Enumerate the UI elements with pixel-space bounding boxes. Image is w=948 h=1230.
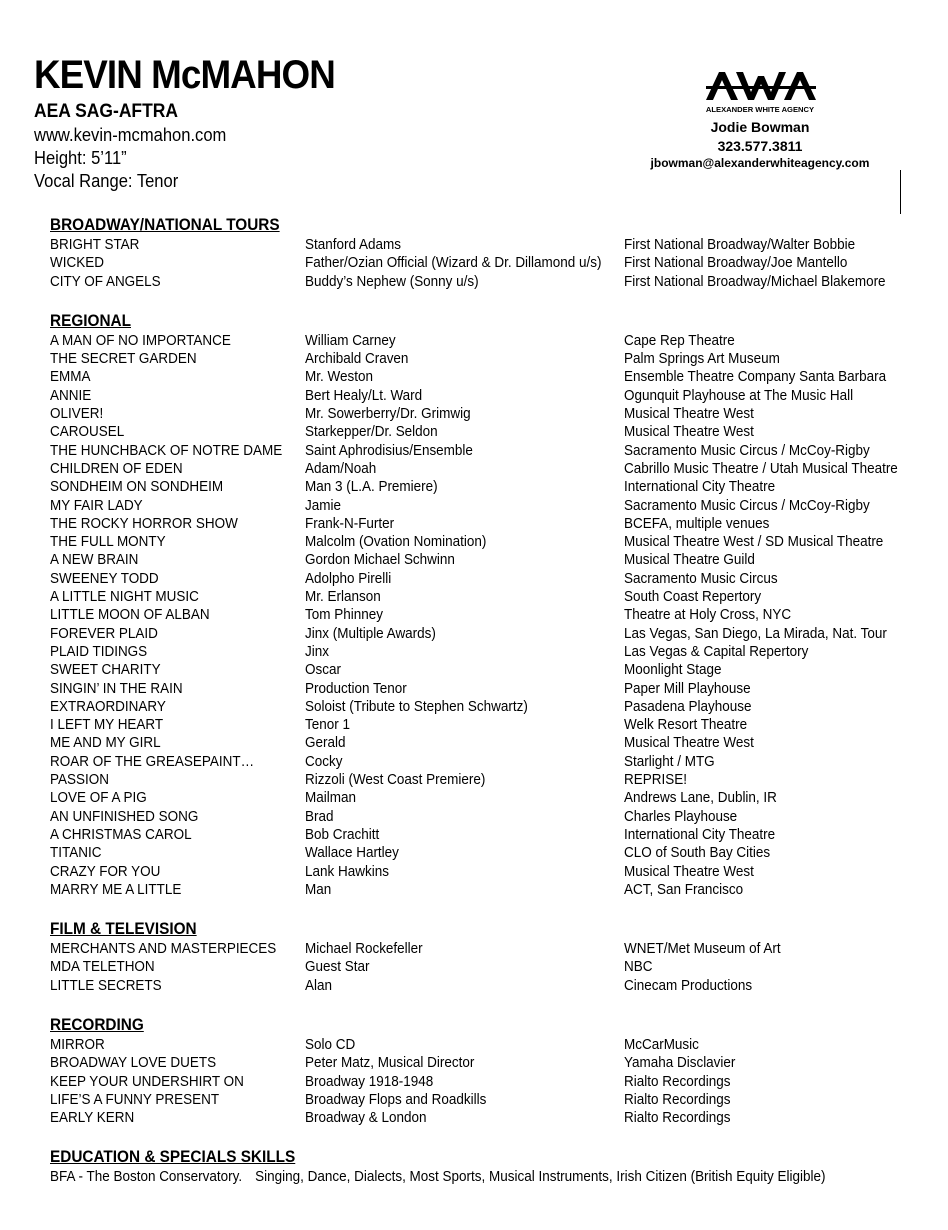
section-education xyxy=(50,1146,930,1186)
credit-row xyxy=(50,844,930,862)
credit-venue: Starlight / MTG xyxy=(624,753,715,770)
vocal-range-info: Vocal Range: Tenor xyxy=(34,171,179,191)
credit-venue: Musical Theatre West xyxy=(624,424,754,441)
credit-row xyxy=(50,515,930,533)
credit-row xyxy=(50,863,930,881)
credit-venue: NBC xyxy=(624,959,653,976)
section-recording xyxy=(50,1014,930,1127)
section-title: RECORDING xyxy=(50,1015,144,1034)
credit-row xyxy=(50,442,930,460)
credit-title: THE SECRET GARDEN xyxy=(50,351,197,368)
credit-title: LITTLE MOON OF ALBAN xyxy=(50,607,210,624)
credit-title: KEEP YOUR UNDERSHIRT ON xyxy=(50,1073,244,1090)
credit-title: A NEW BRAIN xyxy=(50,552,139,569)
credit-title: LITTLE SECRETS xyxy=(50,977,162,994)
credit-venue: Andrews Lane, Dublin, IR xyxy=(624,790,777,807)
credit-title: THE ROCKY HORROR SHOW xyxy=(50,515,238,532)
credit-venue: Cabrillo Music Theatre / Utah Musical Theatre xyxy=(624,460,898,477)
credit-row xyxy=(50,478,930,496)
credit-row xyxy=(50,753,930,771)
credit-role: William Carney xyxy=(305,332,396,349)
agent-name: Jodie Bowman xyxy=(710,119,810,135)
credit-row xyxy=(50,734,930,752)
section-title: FILM & TELEVISION xyxy=(50,920,197,939)
credit-title: LIFE’S A FUNNY PRESENT xyxy=(50,1091,220,1108)
credit-title: ANNIE xyxy=(50,387,92,404)
credit-role: Mr. Sowerberry/Dr. Grimwig xyxy=(305,406,471,423)
credit-venue: First National Broadway/Walter Bobbie xyxy=(624,237,856,253)
credit-venue: Rialto Recordings xyxy=(624,1091,731,1108)
credit-row xyxy=(50,698,930,716)
credit-role: Bob Crachitt xyxy=(305,826,380,843)
credit-role: Lank Hawkins xyxy=(305,863,389,880)
credit-venue: Sacramento Music Circus / McCoy-Rigby xyxy=(624,497,870,514)
credit-role: Father/Ozian Official (Wizard & Dr. Dillamond u/s) xyxy=(305,255,602,272)
credit-title: A MAN OF NO IMPORTANCE xyxy=(50,332,231,349)
credit-role: Man 3 (L.A. Premiere) xyxy=(305,479,438,496)
credit-row xyxy=(50,789,930,807)
credit-title: BRIGHT STAR xyxy=(50,237,140,253)
agent-email[interactable]: jbowman@alexanderwhiteagency.com xyxy=(650,156,870,170)
credit-title: MY FAIR LADY xyxy=(50,497,143,514)
credit-venue: Ogunquit Playhouse at The Music Hall xyxy=(624,387,854,404)
credit-title: LOVE OF A PIG xyxy=(50,790,147,807)
credit-role: Mr. Erlanson xyxy=(305,589,381,606)
credit-row xyxy=(50,236,930,254)
credit-row xyxy=(50,1054,930,1072)
credit-row xyxy=(50,826,930,844)
section-regional xyxy=(50,310,930,899)
credit-row xyxy=(50,1109,930,1127)
credit-row xyxy=(50,940,930,958)
credit-role: Jinx (Multiple Awards) xyxy=(305,625,436,642)
credit-role: Gordon Michael Schwinn xyxy=(305,552,455,569)
credit-role: Bert Healy/Lt. Ward xyxy=(305,387,423,404)
credit-role: Tom Phinney xyxy=(305,607,383,624)
credit-role: Adolpho Pirelli xyxy=(305,570,392,587)
credit-row xyxy=(50,332,930,350)
credit-row xyxy=(50,387,930,405)
height-info: Height: 5’11” xyxy=(34,148,127,168)
agent-phone: 323.577.3811 xyxy=(717,138,803,154)
credit-title: PASSION xyxy=(50,772,109,789)
credit-role: Solo CD xyxy=(305,1036,356,1053)
credit-title: SINGIN’ IN THE RAIN xyxy=(50,680,183,697)
education-line xyxy=(50,1168,868,1186)
credit-role: Guest Star xyxy=(305,959,370,976)
credit-venue: WNET/Met Museum of Art xyxy=(624,941,781,958)
credit-role: Alan xyxy=(305,977,332,994)
credit-row xyxy=(50,977,930,995)
credit-title: THE HUNCHBACK OF NOTRE DAME xyxy=(50,442,283,459)
credit-role: Adam/Noah xyxy=(305,460,377,477)
credit-row xyxy=(50,350,930,368)
credit-venue: Cape Rep Theatre xyxy=(624,332,735,349)
credit-venue: International City Theatre xyxy=(624,826,776,843)
section-film-television xyxy=(50,918,930,995)
credit-title: I LEFT MY HEART xyxy=(50,717,164,734)
credit-role: Broadway Flops and Roadkills xyxy=(305,1091,487,1108)
text-cursor xyxy=(900,170,901,214)
credit-title: WICKED xyxy=(50,255,104,272)
special-skills: Singing, Dance, Dialects, Most Sports, Musical Instruments, Irish Citizen (British Equity Eligible) xyxy=(255,1169,826,1186)
credit-role: Rizzoli (West Coast Premiere) xyxy=(305,772,486,789)
credit-row xyxy=(50,1036,930,1054)
credit-venue: International City Theatre xyxy=(624,479,776,496)
section-title: BROADWAY/NATIONAL TOURS xyxy=(50,216,280,234)
credit-title: THE FULL MONTY xyxy=(50,534,166,551)
credit-title: ME AND MY GIRL xyxy=(50,735,161,752)
credit-venue: First National Broadway/Michael Blakemore xyxy=(624,273,886,290)
credit-row xyxy=(50,588,930,606)
credit-title: PLAID TIDINGS xyxy=(50,643,148,660)
credit-venue: Welk Resort Theatre xyxy=(624,717,748,734)
credit-venue: Rialto Recordings xyxy=(624,1110,731,1127)
credit-title: EARLY KERN xyxy=(50,1110,135,1127)
credit-venue: Musical Theatre West xyxy=(624,406,754,423)
credit-title: CHILDREN OF EDEN xyxy=(50,460,183,477)
credit-role: Peter Matz, Musical Director xyxy=(305,1055,475,1072)
credit-row xyxy=(50,423,930,441)
credit-role: Jamie xyxy=(305,497,341,514)
credit-row xyxy=(50,881,930,899)
resume-header xyxy=(34,52,361,193)
credit-venue: Musical Theatre West xyxy=(624,735,754,752)
actor-name: KEVIN McMAHON xyxy=(34,53,335,97)
credit-venue: BCEFA, multiple venues xyxy=(624,515,770,532)
credit-row xyxy=(50,661,930,679)
credit-venue: REPRISE! xyxy=(624,772,687,789)
credit-row xyxy=(50,254,930,272)
credit-row xyxy=(50,643,930,661)
section-broadway xyxy=(50,214,930,291)
credit-venue: Musical Theatre Guild xyxy=(624,552,755,569)
credit-title: FOREVER PLAID xyxy=(50,625,158,642)
credit-venue: CLO of South Bay Cities xyxy=(624,845,771,862)
credit-role: Cocky xyxy=(305,753,343,770)
credit-title: SWEET CHARITY xyxy=(50,662,161,679)
credit-title: MIRROR xyxy=(50,1036,105,1053)
credit-row xyxy=(50,368,930,386)
credit-role: Production Tenor xyxy=(305,680,407,697)
credit-venue: Pasadena Playhouse xyxy=(624,698,752,715)
education-degree: BFA - The Boston Conservatory. xyxy=(50,1169,243,1186)
credit-row xyxy=(50,716,930,734)
credit-role: Brad xyxy=(305,808,334,825)
credit-title: SWEENEY TODD xyxy=(50,570,159,587)
credit-title: TITANIC xyxy=(50,845,102,862)
agency-logo xyxy=(692,66,828,116)
credit-role: Starkepper/Dr. Seldon xyxy=(305,424,438,441)
credit-row xyxy=(50,808,930,826)
credit-role: Tenor 1 xyxy=(305,717,350,734)
credit-row xyxy=(50,551,930,569)
credit-title: CITY OF ANGELS xyxy=(50,273,161,290)
credit-row xyxy=(50,1073,930,1091)
credit-venue: Moonlight Stage xyxy=(624,662,722,679)
agency-logo-subtitle: ALEXANDER WHITE AGENCY xyxy=(705,105,815,114)
credit-title: A LITTLE NIGHT MUSIC xyxy=(50,589,199,606)
credit-title: OLIVER! xyxy=(50,406,104,423)
credit-title: MERCHANTS AND MASTERPIECES xyxy=(50,941,277,958)
section-title: REGIONAL xyxy=(50,311,131,330)
credit-venue: Las Vegas, San Diego, La Mirada, Nat. Tour xyxy=(624,625,887,642)
credit-row xyxy=(50,1091,930,1109)
website-link[interactable]: www.kevin-mcmahon.com xyxy=(34,125,227,145)
agency-contact xyxy=(640,66,880,171)
credit-venue: Paper Mill Playhouse xyxy=(624,680,751,697)
credit-venue: Sacramento Music Circus / McCoy-Rigby xyxy=(624,442,870,459)
credit-venue: Rialto Recordings xyxy=(624,1073,731,1090)
credit-venue: ACT, San Francisco xyxy=(624,881,744,898)
credit-role: Buddy’s Nephew (Sonny u/s) xyxy=(305,273,479,290)
credit-venue: First National Broadway/Joe Mantello xyxy=(624,255,848,272)
credit-role: Archibald Craven xyxy=(305,351,409,368)
credit-venue: Musical Theatre West xyxy=(624,863,754,880)
credit-role: Oscar xyxy=(305,662,341,679)
credit-role: Soloist (Tribute to Stephen Schwartz) xyxy=(305,698,528,715)
credit-venue: Ensemble Theatre Company Santa Barbara xyxy=(624,369,887,386)
credit-title: MARRY ME A LITTLE xyxy=(50,881,182,898)
credit-role: Broadway & London xyxy=(305,1110,427,1127)
credit-venue: Sacramento Music Circus xyxy=(624,570,778,587)
credit-role: Saint Aphrodisius/Ensemble xyxy=(305,442,473,459)
credit-role: Malcolm (Ovation Nomination) xyxy=(305,534,487,551)
credit-role: Jinx xyxy=(305,643,329,660)
credit-venue: Charles Playhouse xyxy=(624,808,738,825)
credit-role: Michael Rockefeller xyxy=(305,941,423,958)
credit-title: CAROUSEL xyxy=(50,424,125,441)
credit-role: Mailman xyxy=(305,790,356,807)
credit-title: EXTRAORDINARY xyxy=(50,698,166,715)
credit-row xyxy=(50,533,930,551)
credit-row xyxy=(50,405,930,423)
credit-title: MDA TELETHON xyxy=(50,959,155,976)
credit-title: CRAZY FOR YOU xyxy=(50,863,161,880)
credit-role: Gerald xyxy=(305,735,346,752)
credit-role: Mr. Weston xyxy=(305,369,373,386)
credit-row xyxy=(50,497,930,515)
credit-title: SONDHEIM ON SONDHEIM xyxy=(50,479,224,496)
credit-row xyxy=(50,460,930,478)
credit-role: Frank-N-Furter xyxy=(305,515,395,532)
credit-venue: Yamaha Disclavier xyxy=(624,1055,736,1072)
credit-venue: Las Vegas & Capital Repertory xyxy=(624,643,809,660)
credit-venue: Theatre at Holy Cross, NYC xyxy=(624,607,792,624)
credit-title: EMMA xyxy=(50,369,91,386)
credit-title: AN UNFINISHED SONG xyxy=(50,808,199,825)
credit-venue: South Coast Repertory xyxy=(624,589,762,606)
credit-row xyxy=(50,273,930,291)
credit-row xyxy=(50,625,930,643)
credit-title: A CHRISTMAS CAROL xyxy=(50,826,192,843)
credit-row xyxy=(50,606,930,624)
credit-row xyxy=(50,771,930,789)
resume-body xyxy=(50,214,930,1206)
credit-title: ROAR OF THE GREASEPAINT… xyxy=(50,753,255,770)
union-affiliations: AEA SAG-AFTRA xyxy=(34,101,179,122)
credit-role: Wallace Hartley xyxy=(305,845,399,862)
section-title: EDUCATION & SPECIALS SKILLS xyxy=(50,1148,296,1167)
credit-venue: Cinecam Productions xyxy=(624,977,753,994)
credit-venue: McCarMusic xyxy=(624,1036,699,1053)
credit-row xyxy=(50,680,930,698)
credit-venue: Musical Theatre West / SD Musical Theatre xyxy=(624,534,884,551)
credit-row xyxy=(50,958,930,976)
credit-role: Man xyxy=(305,881,332,898)
credit-row xyxy=(50,570,930,588)
credit-role: Broadway 1918-1948 xyxy=(305,1073,434,1090)
credit-title: BROADWAY LOVE DUETS xyxy=(50,1055,217,1072)
credit-role: Stanford Adams xyxy=(305,237,401,253)
credit-venue: Palm Springs Art Museum xyxy=(624,351,780,368)
